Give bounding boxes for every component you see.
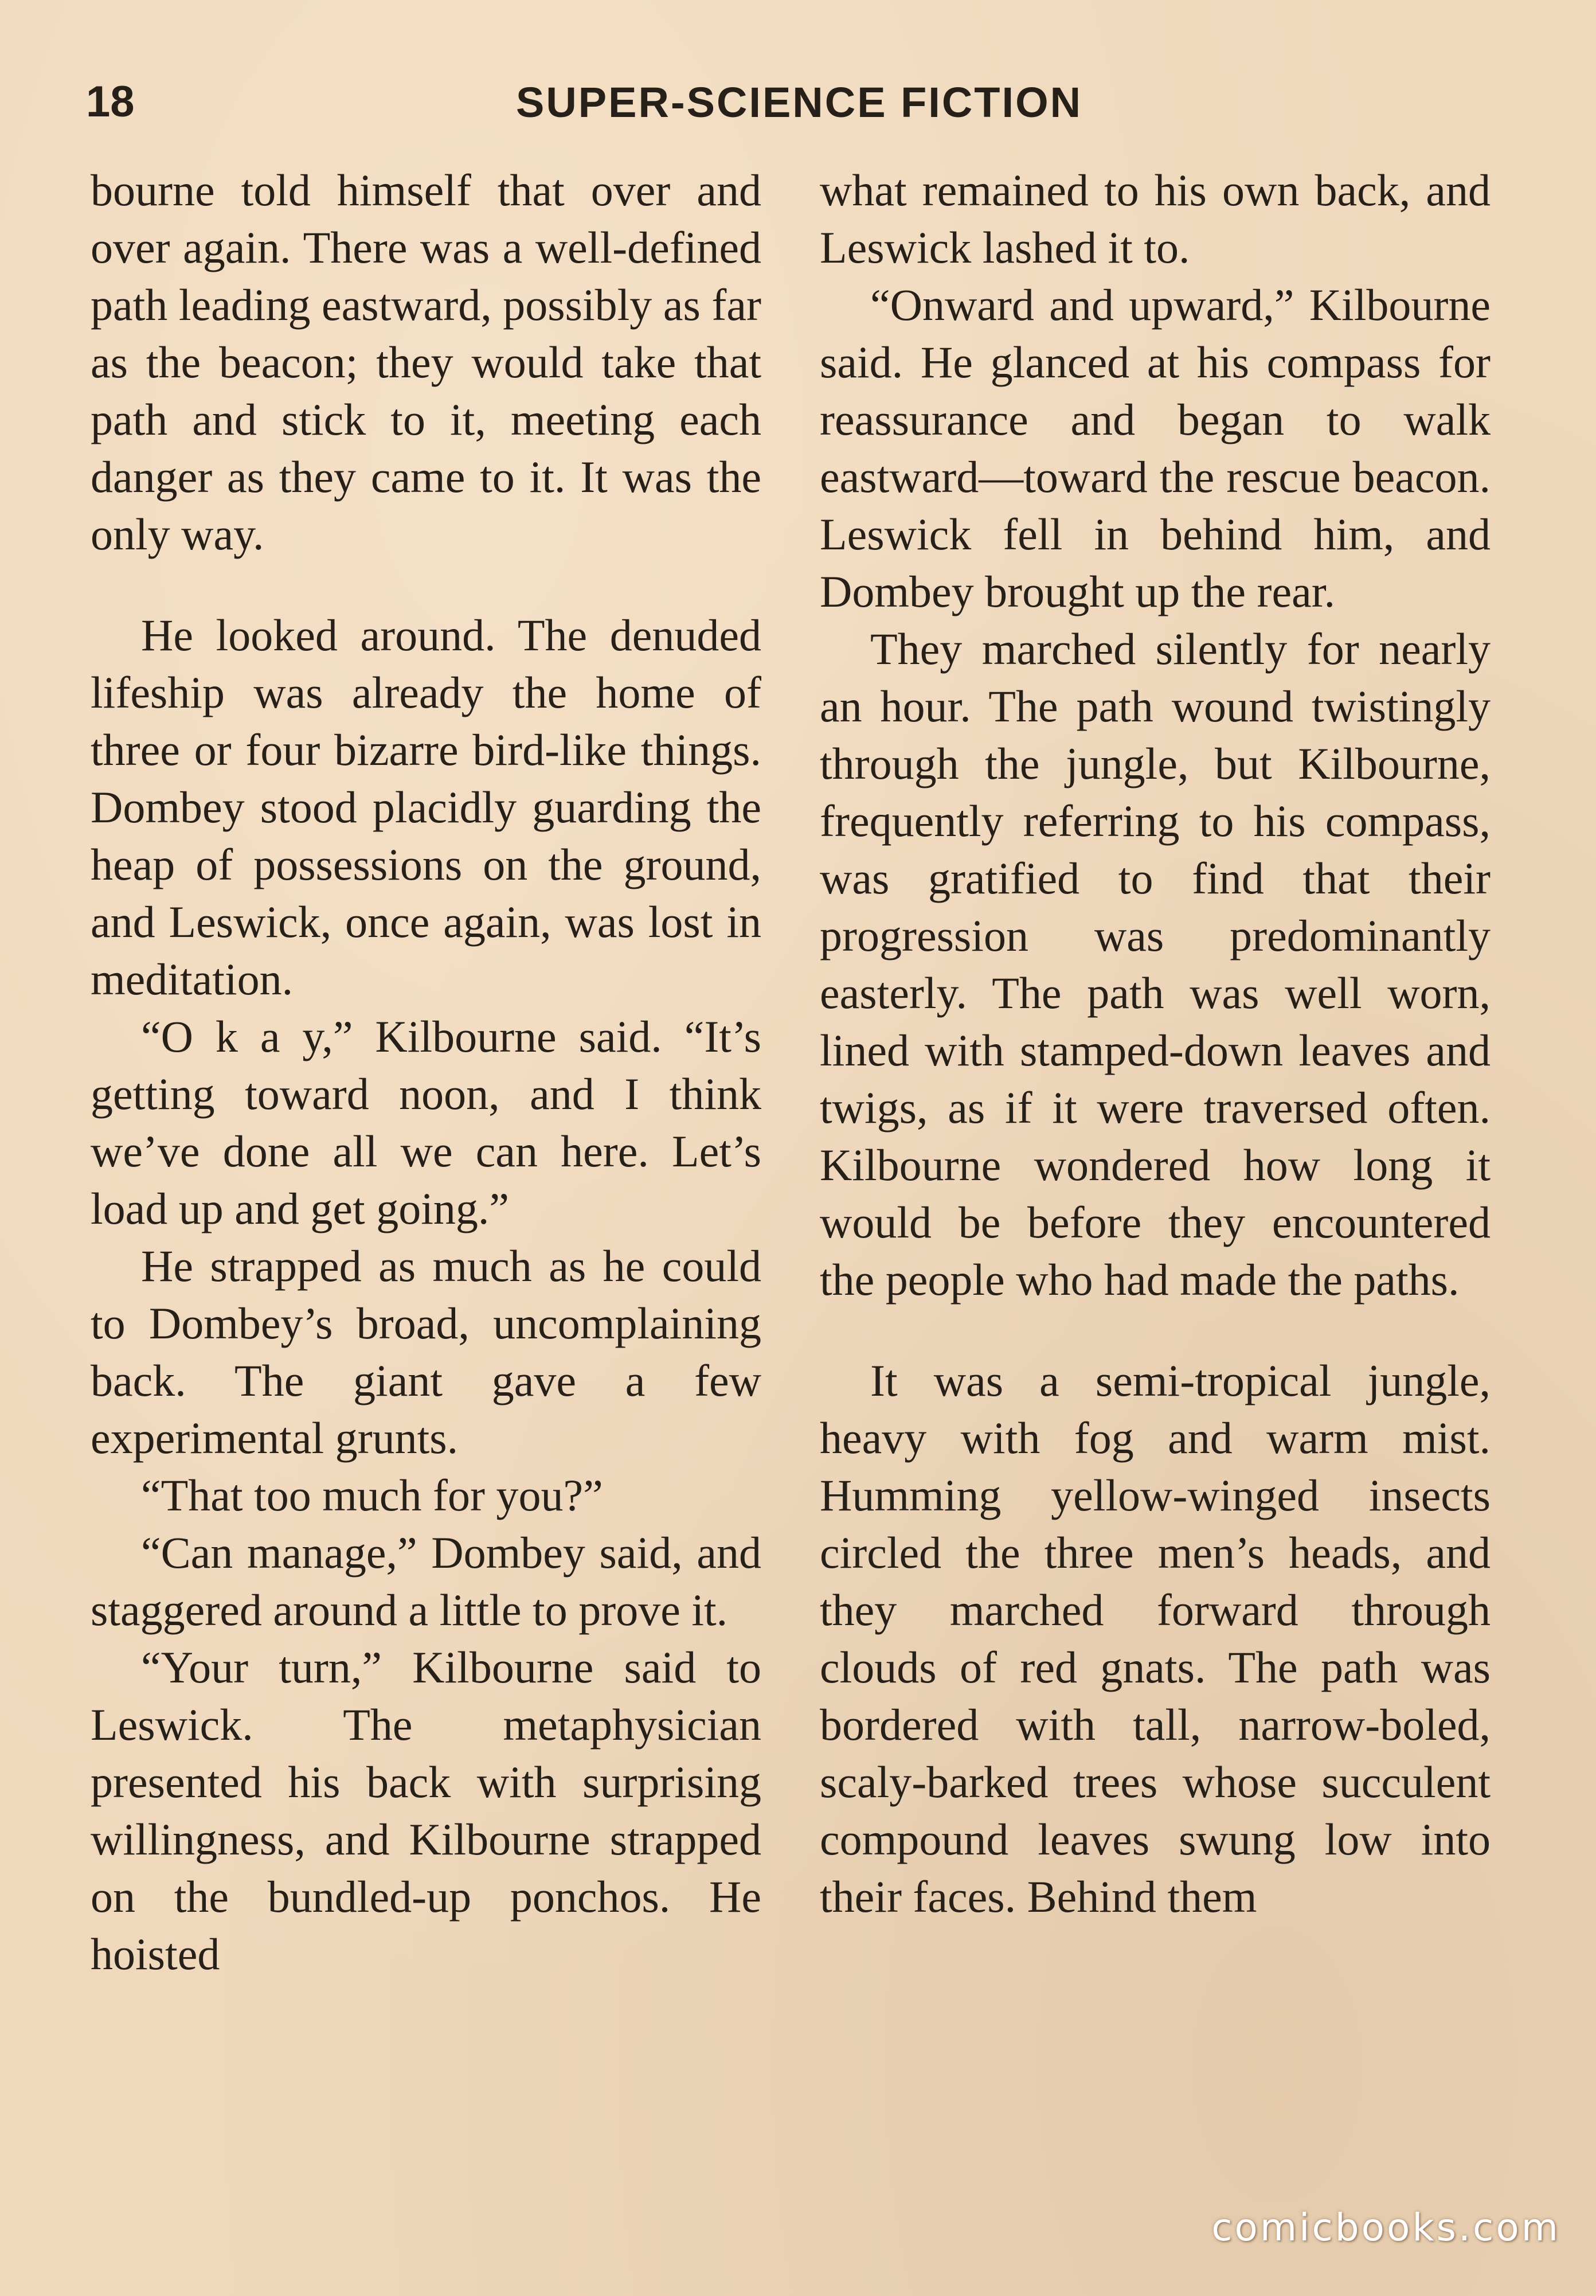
right-column xyxy=(820,162,1491,1926)
paragraph: He looked around. The denuded lifeship was already the home of three or four bizarre bird-like things. Dombey stood placidly guarding the heap of possessions on the ground, and Leswick, once again, was lost in meditation. xyxy=(91,610,761,1004)
paragraph: bourne told himself that over and over again. There was a well-defined path leading eastward, possibly as far as the beacon; they would take that path and stick to it, meeting each danger as they came to it. It was the only way. xyxy=(91,165,761,559)
paragraph: “Onward and upward,” Kilbourne said. He glanced at his compass for reassurance and began to walk eastward—toward the rescue beacon. Leswick fell in behind him, and Dombey brought up the rear. xyxy=(820,280,1491,616)
paragraph: “That too much for you?” xyxy=(141,1470,603,1520)
left-column xyxy=(91,162,761,1983)
paragraph: what remained to his own back, and Leswick lashed it to. xyxy=(820,165,1491,272)
page-number: 18 xyxy=(86,77,135,126)
paragraph: “Can manage,” Dombey said, and staggered around a little to prove it. xyxy=(91,1528,761,1635)
paragraph: It was a semi-tropical jungle, heavy with fog and warm mist. Humming yellow-winged insects circled the three men’s heads, and they marched forward through clouds of red gnats. The path was bordered with tall, narrow-boled, scaly-barked trees whose succulent compound leaves swung low into their faces. Behind them xyxy=(820,1356,1491,1922)
paragraph: They marched silently for nearly an hour. The path wound twistingly through the jungle, but Kilbourne, frequently referring to his compass, was gratified to find that their progression was predominantly easterly. The path was well worn, lined with stamped-down leaves and twigs, as if it were traversed often. Kilbourne wondered how long it would be before they encountered the people who had made the paths. xyxy=(820,624,1491,1305)
running-title: SUPER-SCIENCE FICTION xyxy=(516,79,1083,126)
paragraph: “Your turn,” Kilbourne said to Leswick. The metaphysician presented his back with surprising willingness, and Kilbourne strapped on the bundled-up ponchos. He hoisted xyxy=(91,1642,761,1979)
paragraph: He strapped as much as he could to Dombey’s broad, uncomplaining back. The giant gave a few experimental grunts. xyxy=(91,1241,761,1463)
watermark: comicbooks.com xyxy=(1211,2205,1560,2250)
paragraph: “O k a y,” Kilbourne said. “It’s getting toward noon, and I think we’ve done all we can here. Let’s load up and get going.” xyxy=(91,1012,761,1233)
